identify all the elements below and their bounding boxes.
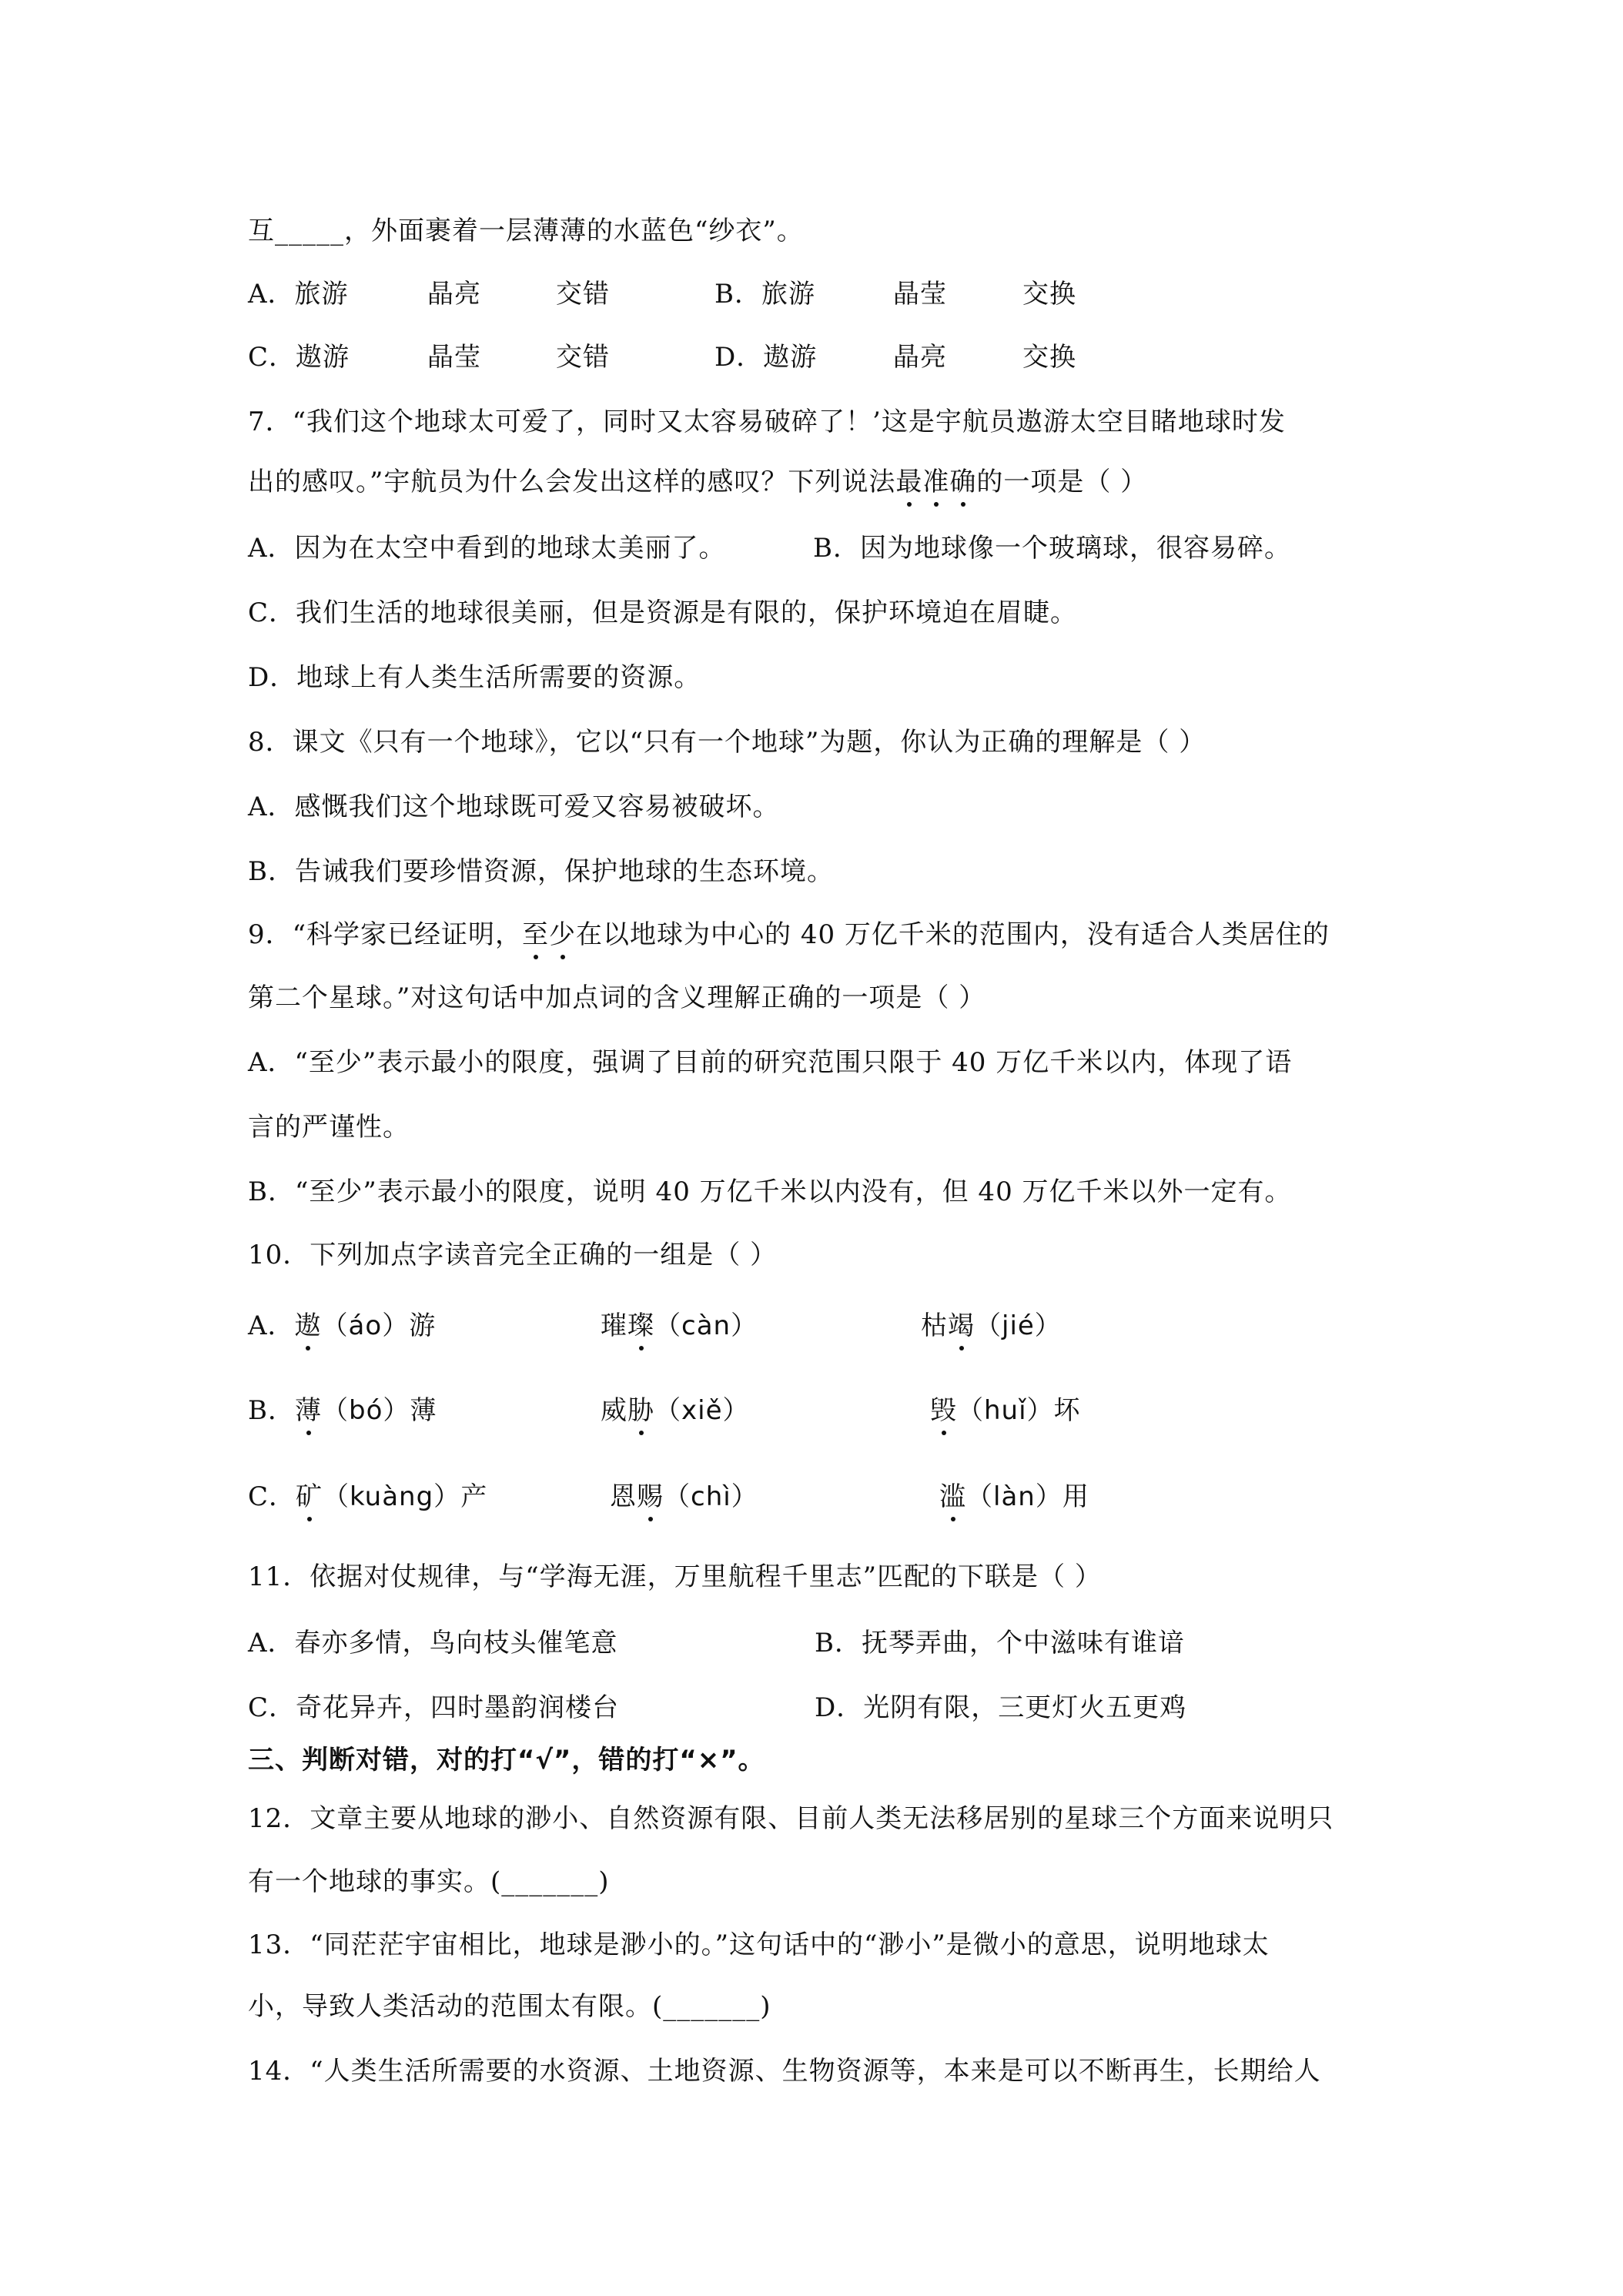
q12-line2: 有一个地球的事实。(_______): [248, 1866, 610, 1897]
q10-option-a-1: [248, 1307, 436, 1344]
q6-option-d-word2: 晶亮: [893, 342, 947, 373]
q10-option-a-3: [921, 1307, 1062, 1344]
q7-dotted-char: 最: [895, 464, 922, 500]
q10-char: 璀: [601, 1310, 627, 1341]
q10-char: 薄: [410, 1395, 437, 1426]
q9-option-a-line2: 言的严谨性。: [248, 1112, 410, 1143]
q11-option-b: B．抚琴弄曲，个中滋味有谁谙: [815, 1628, 1185, 1658]
q8-stem: 8．课文《只有一个地球》，它以“只有一个地球”为题，你认为正确的理解是（ ）: [248, 727, 1206, 758]
q10-dotted-char: 赐: [637, 1478, 664, 1515]
q10-dotted-char: 滥: [939, 1478, 966, 1515]
q8-option-b: B．告诫我们要珍惜资源，保护地球的生态环境。: [248, 856, 834, 887]
q10-pinyin: （huǐ）: [957, 1395, 1054, 1426]
q10-dotted-char: 矿: [296, 1478, 323, 1515]
q13-line1: 13．“同茫茫宇宙相比，地球是渺小的。”这句话中的“渺小”是微小的意思，说明地球太: [248, 1930, 1270, 1960]
section-heading: 三、判断对错，对的打“√”，错的打“×”。: [248, 1745, 765, 1776]
q9-stem-line2: 第二个星球。”对这句话中加点词的含义理解正确的一项是（ ）: [248, 982, 986, 1013]
q12-line1: 12．文章主要从地球的渺小、自然资源有限、目前人类无法移居别的星球三个方面来说明只: [248, 1803, 1334, 1834]
q6-line-end: 互_____，外面裹着一层薄薄的水蓝色“纱衣”。: [248, 216, 804, 246]
q7-stem-line2: [248, 464, 1147, 500]
q7-option-c: C．我们生活的地球很美丽，但是资源是有限的，保护环境迫在眉睫。: [248, 597, 1078, 628]
q6-option-c-word3: 交错: [556, 342, 610, 373]
q10-pinyin: （áo）: [321, 1310, 410, 1341]
q10-dotted-char: 竭: [948, 1307, 975, 1344]
q10-pinyin: （jié）: [975, 1310, 1062, 1341]
q7-stem-line2-post: 的一项是（ ）: [976, 467, 1148, 497]
q7-stem-line2-pre: 出的感叹。”宇航员为什么会发出这样的感叹？下列说法: [248, 467, 896, 497]
q10-dotted-char: 胁: [627, 1392, 654, 1429]
q9-option-a-line1: A．“至少”表示最小的限度，强调了目前的研究范围只限于 40 万亿千米以内，体现了语: [248, 1047, 1293, 1078]
q10-pinyin: （chì）: [664, 1481, 758, 1512]
q10-char: 产: [460, 1481, 488, 1512]
q6-option-b-label: B．旅游: [714, 279, 815, 310]
q10-option-b-3: [930, 1392, 1081, 1429]
q14-line1: 14．“人类生活所需要的水资源、土地资源、生物资源等，本来是可以不断再生，长期给人: [248, 2056, 1321, 2087]
q10-pinyin: （xiě）: [654, 1395, 750, 1426]
q10-option-b-1: [248, 1392, 437, 1429]
q10-pinyin: （càn）: [654, 1310, 758, 1341]
q10-option-c-1: [248, 1478, 487, 1515]
q11-stem: 11．依据对仗规律，与“学海无涯，万里航程千里志”匹配的下联是（ ）: [248, 1561, 1102, 1592]
q10-dotted-char: 遨: [295, 1307, 322, 1344]
q10-option-c-3: [939, 1478, 1089, 1515]
q9-stem-line1-pre: 9．“科学家已经证明，: [248, 919, 523, 950]
q6-option-a-word2: 晶亮: [427, 279, 481, 310]
q7-option-b: B．因为地球像一个玻璃球，很容易碎。: [813, 533, 1291, 564]
q7-option-d: D．地球上有人类生活所需要的资源。: [248, 662, 701, 693]
q7-option-a: A．因为在太空中看到的地球太美丽了。: [248, 533, 726, 564]
q6-option-c-word2: 晶莹: [427, 342, 481, 373]
q10-char: 游: [409, 1310, 437, 1341]
q6-option-a-label: A．旅游: [248, 279, 349, 310]
q11-option-c: C．奇花异卉，四时墨韵润楼台: [248, 1692, 620, 1723]
q10-option-c-2: [610, 1478, 758, 1515]
q10-option-a-2: [601, 1307, 758, 1344]
q10-pinyin: （kuàng）: [323, 1481, 461, 1512]
q10-pinyin: （bó）: [322, 1395, 410, 1426]
q10-char: 用: [1062, 1481, 1089, 1512]
q7-dotted-char: 确: [949, 464, 976, 500]
q6-option-d-word3: 交换: [1022, 342, 1076, 373]
q13-line2: 小，导致人类活动的范围太有限。(_______): [248, 1991, 771, 2022]
q10-char: 恩: [610, 1481, 637, 1512]
q6-option-a-word3: 交错: [556, 279, 610, 310]
q7-stem-line1: 7．“我们这个地球太可爱了，同时又太容易破碎了！’这是宇航员遨游太空目睹地球时发: [248, 407, 1286, 437]
q8-option-a: A．感慨我们这个地球既可爱又容易被破坏。: [248, 792, 780, 822]
q10-option-b-label: B．: [248, 1395, 295, 1426]
q9-dotted-char: 至: [522, 916, 549, 953]
q9-dotted-char: 少: [549, 916, 576, 953]
q6-option-d-label: D．遨游: [714, 342, 818, 373]
q11-option-d: D．光阴有限，三更灯火五更鸡: [815, 1692, 1187, 1723]
q6-option-b-word2: 晶莹: [893, 279, 947, 310]
q10-option-a-label: A．: [248, 1310, 295, 1341]
q10-dotted-char: 薄: [295, 1392, 322, 1429]
q6-option-b-word3: 交换: [1022, 279, 1076, 310]
q10-option-c-label: C．: [248, 1481, 296, 1512]
q10-char: 威: [601, 1395, 627, 1426]
q10-char: 枯: [921, 1310, 948, 1341]
q10-char: 坏: [1053, 1395, 1081, 1426]
q7-dotted-word: [895, 467, 976, 497]
q9-option-b: B．“至少”表示最小的限度，说明 40 万亿千米以内没有，但 40 万亿千米以外一定有。: [248, 1176, 1292, 1207]
q10-option-b-2: [601, 1392, 750, 1429]
q10-pinyin: （làn）: [966, 1481, 1062, 1512]
q9-stem-line1-post: 在以地球为中心的 40 万亿千米的范围内，没有适合人类居住的: [576, 919, 1330, 950]
q10-stem: 10．下列加点字读音完全正确的一组是（ ）: [248, 1240, 778, 1270]
q10-dotted-char: 毁: [930, 1392, 957, 1429]
q10-dotted-char: 璨: [627, 1307, 654, 1344]
q7-dotted-char: 准: [922, 464, 949, 500]
q6-option-c-label: C．遨游: [248, 342, 350, 373]
q11-option-a: A．春亦多情，鸟向枝头催笔意: [248, 1628, 618, 1658]
q9-stem-line1: [248, 916, 1330, 953]
